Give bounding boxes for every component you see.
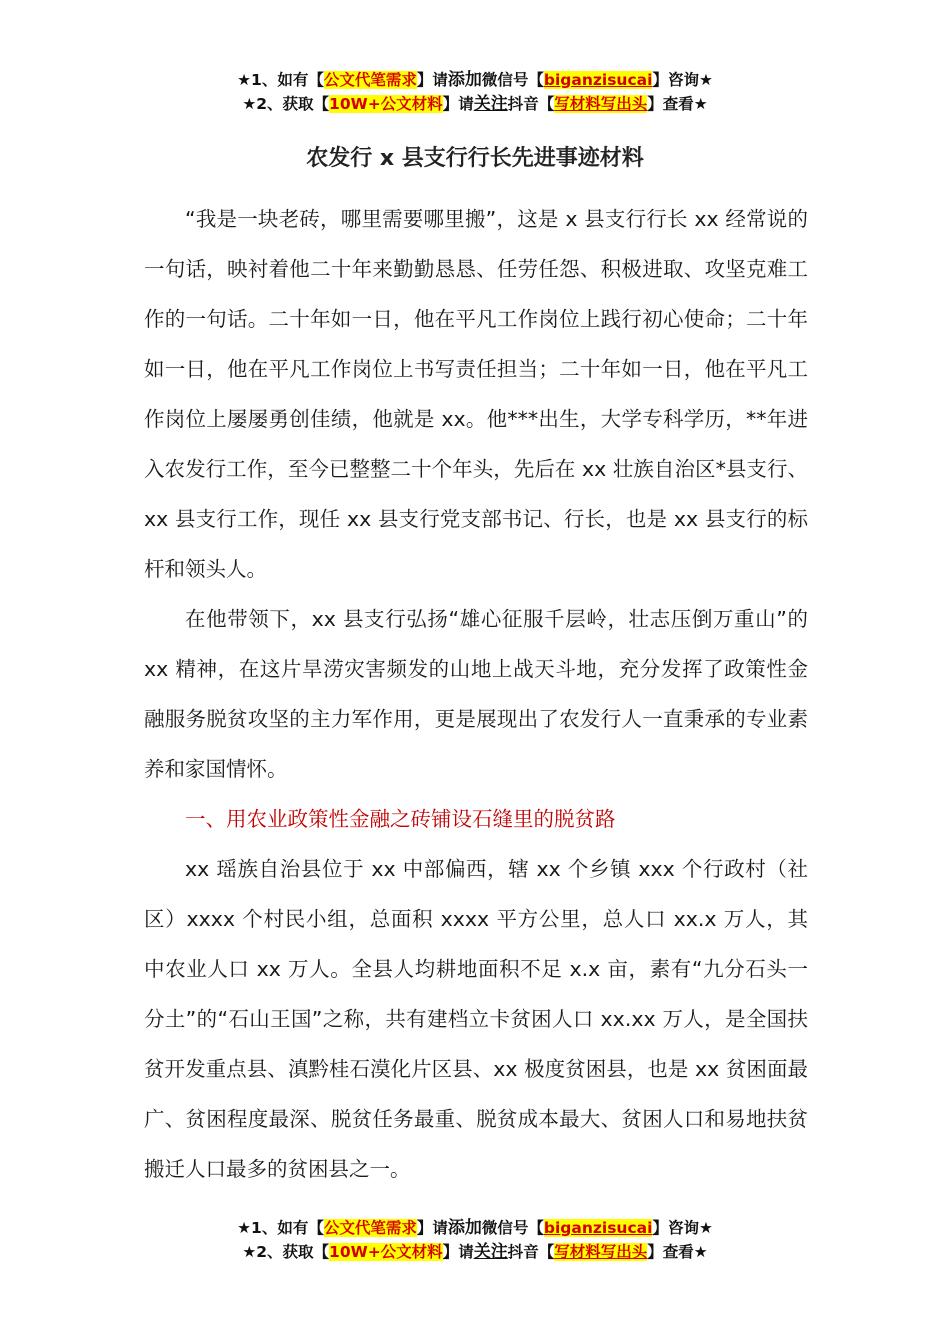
promo-line-2: ★2、获取【10W+公文材料】请关注抖音【写材料写出头】查看★ [242, 94, 708, 114]
section-heading: 一、用农业政策性金融之砖铺设石缝里的脱贫路 [185, 807, 616, 831]
promo-line-1: ★1、如有【公文代笔需求】请添加微信号【biganzisucai】咨询★ [237, 70, 713, 90]
promo-line-1: ★1、如有【公文代笔需求】请添加微信号【biganzisucai】咨询★ [237, 1218, 713, 1238]
promo-highlight: 10W+公文材料 [329, 1243, 443, 1261]
promo-line-2: ★2、获取【10W+公文材料】请关注抖音【写材料写出头】查看★ [242, 1242, 708, 1262]
document-title: 农发行 x 县支行行长先进事迹材料 [306, 146, 644, 171]
document-body [144, 194, 808, 1194]
promo-banner-top [0, 68, 950, 116]
promo-douyin-id: 写材料写出头 [554, 1243, 648, 1261]
paragraph: 在他带领下，xx 县支行弘扬“雄心征服千层岭，壮志压倒万重山”的 xx 精神，在这片旱涝灾害频发的山地上战天斗地，充分发挥了政策性金融服务脱贫攻坚的主力军作用，更是展现出了农发行人一直秉承的专业素养和家国情怀。 [144, 607, 808, 781]
promo-douyin-id: 写材料写出头 [554, 95, 648, 113]
promo-highlight: 公文代笔需求 [323, 71, 417, 89]
paragraph: “我是一块老砖，哪里需要哪里搬”，这是 x 县支行行长 xx 经常说的一句话，映衬着他二十年来勤勤恳恳、任劳任怨、积极进取、攻坚克难工作的一句话。二十年如一日，他在平凡工作岗位上践行初心使命；二十年如一日，他在平凡工作岗位上书写责任担当；二十年如一日，他在平凡工作岗位上屡屡勇创佳绩，他就是 xx。他***出生，大学专科学历，**年进入农发行工作，至今已整整二十个年头，先后在 xx 壮族自治区*县支行、xx 县支行工作，现任 xx 县支行党支部书记、行长，也是 xx 县支行的标杆和领头人。 [144, 207, 808, 581]
promo-highlight: 10W+公文材料 [329, 95, 443, 113]
promo-wechat-id: biganzisucai [543, 1219, 653, 1237]
paragraph: xx 瑶族自治县位于 xx 中部偏西，辖 xx 个乡镇 xxx 个行政村（社区）xxxx 个村民小组，总面积 xxxx 平方公里，总人口 xx.x 万人，其中农业人口 xx 万人。全县人均耕地面积不足 x.x 亩，素有“九分石头一分土”的“石山王国”之称，共有建档立卡贫困人口 xx.xx 万人，是全国扶贫开发重点县、滇黔桂石漠化片区县、xx 极度贫困县，也是 xx 贫困面最广、贫困程度最深、脱贫任务最重、脱贫成本最大、贫困人口和易地扶贫搬迁人口最多的贫困县之一。 [144, 857, 808, 1181]
promo-highlight: 公文代笔需求 [323, 1219, 417, 1237]
promo-wechat-id: biganzisucai [543, 71, 653, 89]
promo-banner-bottom [0, 1216, 950, 1264]
